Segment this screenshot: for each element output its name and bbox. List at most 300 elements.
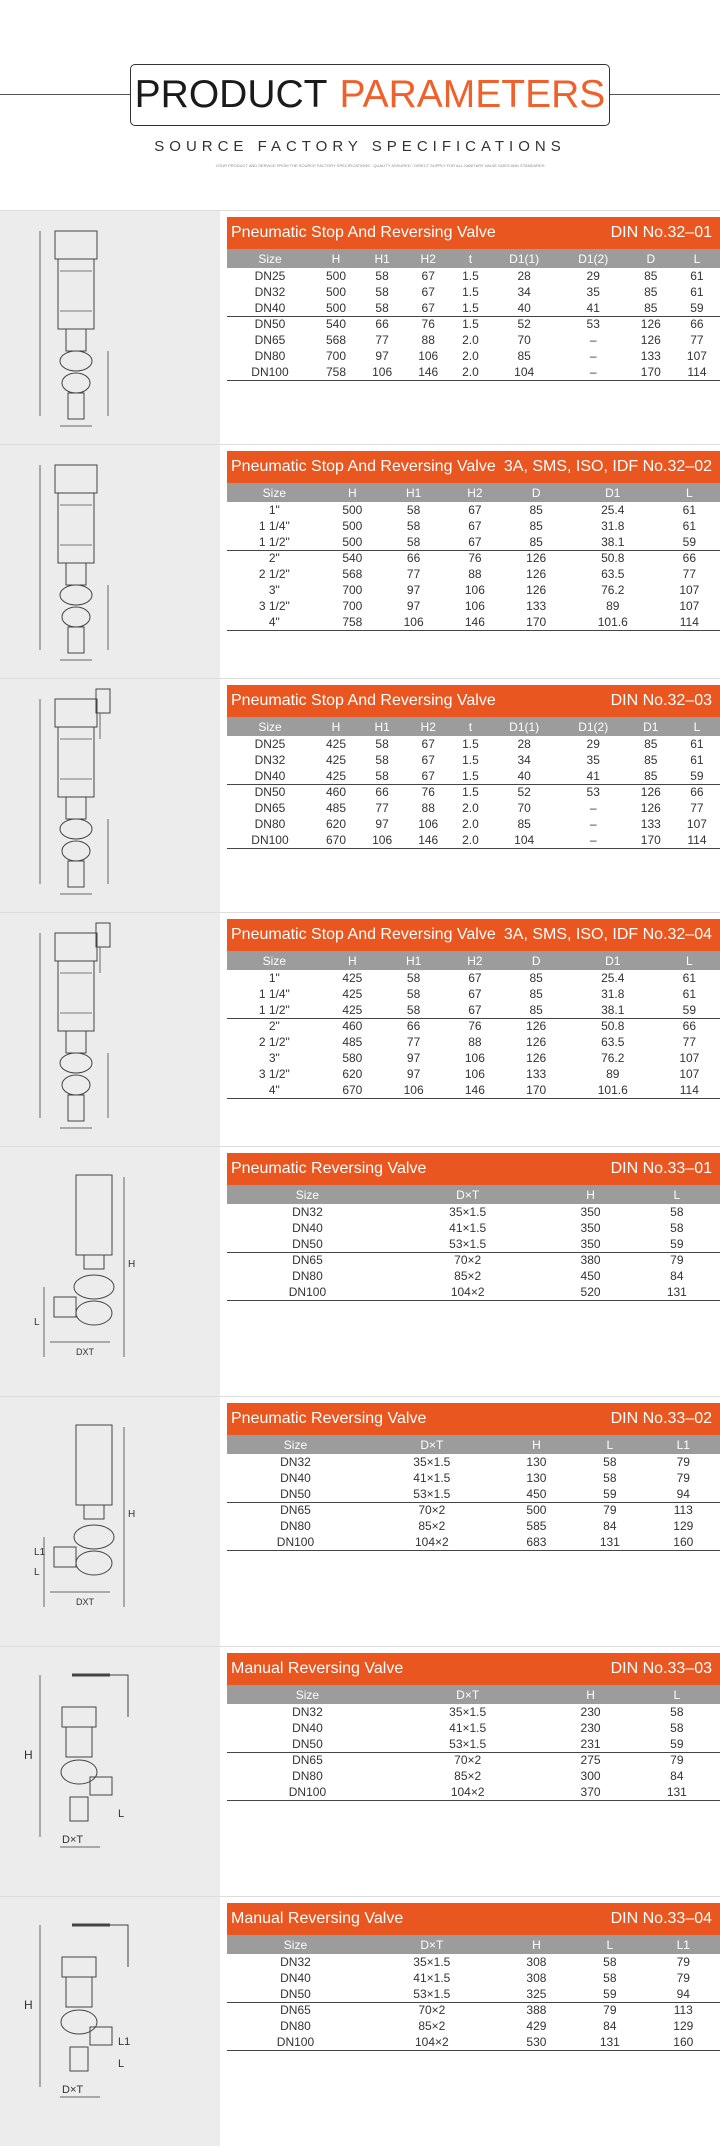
table-header-row bbox=[227, 483, 720, 502]
table-cell: 4" bbox=[227, 1082, 322, 1098]
table-cell: 113 bbox=[647, 2002, 720, 2018]
table-row bbox=[227, 598, 720, 614]
table-cell: 67 bbox=[421, 300, 435, 315]
table-cell: 126 bbox=[506, 1018, 567, 1034]
spec-section bbox=[0, 210, 720, 444]
table-cell: 308 bbox=[526, 1971, 547, 1985]
table-cell: 58 bbox=[670, 1221, 684, 1235]
section-title-bar bbox=[227, 1153, 720, 1185]
column-header: H1 bbox=[383, 951, 444, 970]
table-cell: 2.0 bbox=[462, 801, 479, 815]
column-header: D1(2) bbox=[559, 717, 628, 736]
table-cell: 59 bbox=[670, 1736, 684, 1751]
table-cell: 131 bbox=[634, 1284, 720, 1300]
table-cell: 41 bbox=[586, 300, 600, 315]
table-cell: 500 bbox=[342, 534, 363, 549]
section-name: Manual Reversing Valve bbox=[231, 1910, 404, 1927]
table-cell: 500 bbox=[342, 503, 363, 517]
spec-section bbox=[0, 912, 720, 1146]
table-cell: 76.2 bbox=[601, 583, 625, 597]
table-cell: DN65 bbox=[227, 1752, 388, 1768]
column-header: D1 bbox=[628, 717, 674, 736]
column-header: H bbox=[547, 1685, 633, 1704]
table-cell: 370 bbox=[547, 1784, 633, 1800]
column-header: H bbox=[500, 1935, 573, 1954]
table-cell: 76 bbox=[405, 316, 451, 332]
table-cell: 325 bbox=[526, 1986, 547, 2001]
table-cell: 114 bbox=[674, 832, 720, 848]
table-cell: 380 bbox=[547, 1252, 633, 1268]
header-rule-left bbox=[0, 94, 130, 95]
table-cell: 106 bbox=[464, 599, 485, 613]
table-cell: 1.5 bbox=[462, 753, 479, 767]
section-name: Pneumatic Stop And Reversing Valve bbox=[231, 926, 496, 943]
valve-drawing-panel bbox=[0, 211, 220, 444]
column-header: L bbox=[674, 717, 720, 736]
table-cell: 2 1/2" bbox=[258, 1035, 290, 1049]
table-cell: DN40 bbox=[280, 1971, 311, 1985]
table-cell: 85×2 bbox=[454, 1269, 482, 1283]
table-cell: 94 bbox=[676, 1486, 690, 1501]
column-header: Size bbox=[227, 1185, 388, 1204]
table-cell: 350 bbox=[580, 1221, 601, 1235]
table-cell: 126 bbox=[628, 316, 674, 332]
table-cell: 107 bbox=[686, 817, 707, 831]
table-cell: 79 bbox=[676, 1471, 690, 1485]
table-cell: 79 bbox=[676, 1971, 690, 1985]
table-cell: 2.0 bbox=[462, 349, 479, 363]
table-header-row bbox=[227, 951, 720, 970]
table-row bbox=[227, 550, 720, 566]
table-cell: 58 bbox=[375, 285, 389, 299]
table-cell: DN32 bbox=[254, 285, 286, 299]
table-cell: 58 bbox=[406, 987, 421, 1001]
table-cell: 230 bbox=[580, 1705, 601, 1719]
table-row bbox=[227, 1050, 720, 1066]
section-name: Pneumatic Stop And Reversing Valve bbox=[231, 692, 496, 709]
column-header: H bbox=[547, 1185, 633, 1204]
table-cell: 114 bbox=[659, 614, 720, 630]
table-row bbox=[227, 1268, 720, 1284]
table-cell: DN65 bbox=[254, 333, 286, 347]
table-cell: 40 bbox=[517, 300, 531, 315]
table-cell: 97 bbox=[406, 1051, 421, 1065]
table-cell: 52 bbox=[490, 784, 559, 800]
table-cell: 1" bbox=[268, 503, 280, 517]
table-cell: 89 bbox=[606, 1067, 620, 1081]
table-cell: 58 bbox=[375, 768, 389, 783]
table-cell: – bbox=[589, 817, 597, 831]
table-cell: 29 bbox=[586, 269, 600, 283]
table-cell: 88 bbox=[421, 801, 435, 815]
column-header: Size bbox=[227, 1935, 364, 1954]
table-cell: 308 bbox=[526, 1955, 547, 1969]
svg-text:L: L bbox=[34, 1317, 40, 1328]
table-cell: 67 bbox=[468, 534, 482, 549]
section-title-bar bbox=[227, 1653, 720, 1685]
table-cell: 59 bbox=[603, 1486, 617, 1501]
table-cell: 67 bbox=[468, 971, 482, 985]
table-cell: 58 bbox=[406, 1002, 421, 1017]
table-cell: 88 bbox=[468, 1035, 482, 1049]
table-cell: 425 bbox=[342, 987, 363, 1001]
table-cell: DN25 bbox=[254, 269, 286, 283]
table-cell: 59 bbox=[682, 534, 697, 549]
column-header: L bbox=[634, 1685, 720, 1704]
table-cell: 66 bbox=[659, 550, 720, 566]
column-header: H2 bbox=[405, 249, 451, 268]
table-row bbox=[227, 832, 720, 848]
table-cell: DN80 bbox=[254, 349, 286, 363]
table-row bbox=[227, 1204, 720, 1220]
table-cell: 585 bbox=[526, 1519, 547, 1533]
table-row bbox=[227, 1704, 720, 1720]
table-cell: 1.5 bbox=[462, 300, 479, 315]
table-cell: 58 bbox=[603, 1955, 617, 1969]
column-header: H bbox=[313, 249, 359, 268]
table-cell: 97 bbox=[406, 583, 421, 597]
table-cell: 758 bbox=[313, 364, 359, 380]
table-cell: 3 1/2" bbox=[258, 599, 290, 613]
table-cell: 35×1.5 bbox=[413, 1955, 451, 1969]
table-cell: 107 bbox=[679, 583, 700, 597]
svg-text:DXT: DXT bbox=[76, 1347, 94, 1357]
table-cell: 568 bbox=[342, 567, 363, 581]
table-cell: DN100 bbox=[227, 2034, 364, 2050]
table-cell: 580 bbox=[342, 1051, 363, 1065]
table-cell: 2.0 bbox=[451, 364, 489, 380]
table-cell: DN32 bbox=[280, 1955, 311, 1969]
table-cell: 85 bbox=[644, 285, 658, 299]
table-cell: 59 bbox=[682, 1002, 697, 1017]
svg-text:D×T: D×T bbox=[62, 2084, 84, 2096]
table-cell: 425 bbox=[326, 753, 347, 767]
table-cell: 2" bbox=[227, 550, 322, 566]
table-cell: 85 bbox=[517, 349, 531, 363]
table-cell: 500 bbox=[342, 519, 363, 533]
table-row bbox=[227, 1768, 720, 1784]
table-cell: 106 bbox=[418, 817, 439, 831]
table-cell: 85×2 bbox=[418, 2019, 446, 2033]
table-cell: DN32 bbox=[292, 1205, 323, 1219]
table-row bbox=[227, 566, 720, 582]
table-cell: 58 bbox=[375, 269, 389, 283]
table-cell: 77 bbox=[682, 1035, 697, 1049]
table-row bbox=[227, 1518, 720, 1534]
table-cell: 2 1/2" bbox=[258, 567, 290, 581]
table-cell: 85 bbox=[517, 817, 531, 831]
table-row bbox=[227, 1236, 720, 1252]
table-cell: 104 bbox=[490, 832, 559, 848]
valve-drawing bbox=[0, 1897, 220, 2146]
table-cell: 1.5 bbox=[462, 737, 479, 751]
table-cell: 58 bbox=[603, 1471, 617, 1485]
table-cell: 97 bbox=[375, 349, 389, 363]
table-cell: DN50 bbox=[292, 1736, 323, 1751]
table-cell: 106 bbox=[383, 1082, 444, 1098]
table-cell: 126 bbox=[526, 567, 547, 581]
table-cell: 67 bbox=[468, 519, 482, 533]
table-cell: 79 bbox=[634, 1752, 720, 1768]
table-cell: 41×1.5 bbox=[413, 1471, 451, 1485]
table-cell: 2.0 bbox=[462, 333, 479, 347]
table-cell: 79 bbox=[634, 1252, 720, 1268]
table-row bbox=[227, 284, 720, 300]
table-cell: DN100 bbox=[227, 1534, 364, 1550]
table-cell: 670 bbox=[322, 1082, 383, 1098]
section-standard: 3A, SMS, ISO, IDF No.32–02 bbox=[503, 458, 712, 475]
table-cell: 58 bbox=[375, 753, 389, 767]
table-cell: 38.1 bbox=[601, 534, 625, 549]
table-cell: 85 bbox=[529, 534, 543, 549]
table-cell: DN50 bbox=[227, 316, 313, 332]
spec-table bbox=[227, 1935, 720, 2051]
spec-table bbox=[227, 717, 720, 849]
table-cell: 3" bbox=[268, 1051, 280, 1065]
table-cell: 85 bbox=[644, 737, 658, 751]
table-cell: 70×2 bbox=[364, 1502, 500, 1518]
table-cell: 160 bbox=[647, 2034, 720, 2050]
table-cell: 40 bbox=[517, 768, 531, 783]
svg-text:H: H bbox=[24, 1998, 33, 2012]
table-cell: 76.2 bbox=[601, 1051, 625, 1065]
table-cell: 388 bbox=[500, 2002, 573, 2018]
section-name: Pneumatic Reversing Valve bbox=[231, 1410, 427, 1427]
table-cell: 66 bbox=[383, 550, 444, 566]
table-cell: 1.5 bbox=[451, 316, 489, 332]
table-cell: 106 bbox=[464, 1067, 485, 1081]
table-cell: 758 bbox=[322, 614, 383, 630]
table-header-row bbox=[227, 1935, 720, 1954]
table-cell: 97 bbox=[406, 599, 421, 613]
table-cell: – bbox=[559, 832, 628, 848]
table-row bbox=[227, 534, 720, 550]
table-cell: 500 bbox=[500, 1502, 573, 1518]
table-cell: 131 bbox=[634, 1784, 720, 1800]
column-header: t bbox=[451, 717, 489, 736]
table-cell: 1 1/2" bbox=[258, 534, 290, 549]
spec-table-wrap bbox=[227, 919, 720, 1099]
table-cell: 133 bbox=[526, 1067, 547, 1081]
valve-drawing-panel bbox=[0, 913, 220, 1146]
table-cell: 520 bbox=[547, 1284, 633, 1300]
table-cell: – bbox=[559, 364, 628, 380]
column-header: H2 bbox=[444, 951, 505, 970]
table-cell: 66 bbox=[659, 1018, 720, 1034]
table-cell: DN65 bbox=[254, 801, 286, 815]
table-cell: 58 bbox=[603, 1455, 617, 1469]
table-cell: DN50 bbox=[280, 1486, 311, 1501]
table-header-row bbox=[227, 1435, 720, 1454]
table-cell: 77 bbox=[375, 333, 389, 347]
column-header: H bbox=[313, 717, 359, 736]
table-cell: 126 bbox=[640, 333, 661, 347]
column-header: Size bbox=[227, 1435, 364, 1454]
table-cell: 350 bbox=[580, 1236, 601, 1251]
table-cell: 67 bbox=[421, 753, 435, 767]
table-cell: 101.6 bbox=[567, 614, 659, 630]
table-row bbox=[227, 768, 720, 784]
table-cell: 133 bbox=[526, 599, 547, 613]
section-standard: DIN No.32–03 bbox=[610, 692, 712, 709]
table-cell: 106 bbox=[359, 832, 405, 848]
table-cell: 70×2 bbox=[388, 1752, 548, 1768]
table-cell: 106 bbox=[464, 583, 485, 597]
table-cell: 67 bbox=[468, 1002, 482, 1017]
table-cell: 61 bbox=[690, 753, 704, 767]
table-row bbox=[227, 1486, 720, 1502]
table-row bbox=[227, 784, 720, 800]
table-cell: 107 bbox=[686, 349, 707, 363]
table-cell: 97 bbox=[406, 1067, 421, 1081]
spec-table bbox=[227, 951, 720, 1099]
table-cell: 1.5 bbox=[451, 784, 489, 800]
table-cell: 58 bbox=[375, 737, 389, 751]
table-row bbox=[227, 268, 720, 284]
valve-drawing-panel bbox=[0, 1897, 220, 2146]
table-cell: 700 bbox=[342, 583, 363, 597]
table-cell: 700 bbox=[342, 599, 363, 613]
table-cell: 88 bbox=[421, 333, 435, 347]
column-header: H1 bbox=[359, 249, 405, 268]
table-cell: 35 bbox=[586, 753, 600, 767]
table-cell: 106 bbox=[464, 1051, 485, 1065]
valve-drawing-panel bbox=[0, 445, 220, 678]
table-cell: 53×1.5 bbox=[449, 1236, 487, 1251]
table-row bbox=[227, 332, 720, 348]
table-cell: DN65 bbox=[227, 1502, 364, 1518]
table-cell: – bbox=[589, 333, 597, 347]
table-cell: 67 bbox=[421, 269, 435, 283]
table-cell: 126 bbox=[640, 801, 661, 815]
column-header: Size bbox=[227, 483, 322, 502]
table-row bbox=[227, 364, 720, 380]
column-header: H bbox=[500, 1435, 573, 1454]
svg-text:L: L bbox=[118, 1808, 125, 1820]
table-cell: 670 bbox=[313, 832, 359, 848]
column-header: D×T bbox=[388, 1685, 548, 1704]
table-cell: 85 bbox=[529, 1002, 543, 1017]
table-cell: 485 bbox=[326, 801, 347, 815]
spec-section bbox=[0, 1396, 720, 1646]
table-cell: 53×1.5 bbox=[413, 1986, 451, 2001]
table-cell: 31.8 bbox=[601, 519, 625, 533]
table-cell: DN100 bbox=[227, 832, 313, 848]
table-cell: DN50 bbox=[292, 1236, 323, 1251]
column-header: D×T bbox=[388, 1185, 548, 1204]
spec-table bbox=[227, 249, 720, 381]
table-row bbox=[227, 1454, 720, 1470]
table-cell: 58 bbox=[406, 534, 421, 549]
table-cell: 425 bbox=[342, 971, 363, 985]
table-cell: 61 bbox=[682, 971, 697, 985]
spec-table-wrap bbox=[227, 1153, 720, 1301]
table-row bbox=[227, 316, 720, 332]
title-accent: PARAMETERS bbox=[339, 73, 606, 116]
table-cell: 25.4 bbox=[601, 971, 625, 985]
table-cell: 58 bbox=[406, 971, 421, 985]
spec-section bbox=[0, 678, 720, 912]
table-row bbox=[227, 1470, 720, 1486]
table-cell: 70×2 bbox=[364, 2002, 500, 2018]
table-header-row bbox=[227, 1185, 720, 1204]
section-standard: DIN No.33–04 bbox=[610, 1910, 712, 1927]
table-cell: 76 bbox=[444, 550, 505, 566]
section-standard: DIN No.32–01 bbox=[610, 224, 712, 241]
table-cell: 460 bbox=[313, 784, 359, 800]
table-cell: 275 bbox=[547, 1752, 633, 1768]
table-cell: 41×1.5 bbox=[449, 1721, 487, 1735]
table-cell: 126 bbox=[628, 784, 674, 800]
table-cell: 133 bbox=[640, 349, 661, 363]
table-cell: 131 bbox=[573, 2034, 646, 2050]
table-cell: 77 bbox=[690, 801, 704, 815]
table-cell: 170 bbox=[506, 614, 567, 630]
table-cell: 52 bbox=[490, 316, 559, 332]
table-row bbox=[227, 1534, 720, 1550]
table-cell: 61 bbox=[682, 503, 697, 517]
table-row bbox=[227, 1252, 720, 1268]
table-cell: 25.4 bbox=[601, 503, 625, 517]
table-row bbox=[227, 800, 720, 816]
svg-text:D×T: D×T bbox=[62, 1834, 84, 1846]
spec-table-wrap bbox=[227, 451, 720, 631]
table-row bbox=[227, 752, 720, 768]
column-header: L bbox=[659, 483, 720, 502]
table-cell: 63.5 bbox=[601, 567, 625, 581]
table-cell: 1.5 bbox=[462, 269, 479, 283]
table-cell: DN40 bbox=[254, 300, 286, 315]
table-cell: 77 bbox=[406, 567, 421, 581]
table-cell: 130 bbox=[526, 1455, 547, 1469]
table-cell: 1 1/2" bbox=[258, 1002, 290, 1017]
table-cell: 67 bbox=[421, 285, 435, 299]
section-title-bar bbox=[227, 451, 720, 483]
spec-table bbox=[227, 1185, 720, 1301]
table-cell: 450 bbox=[526, 1486, 547, 1501]
column-header: t bbox=[451, 249, 489, 268]
column-header: H bbox=[322, 483, 383, 502]
table-row bbox=[227, 2018, 720, 2034]
table-row bbox=[227, 300, 720, 316]
table-cell: 104×2 bbox=[388, 1784, 548, 1800]
table-cell: 70 bbox=[517, 333, 531, 347]
column-header: D×T bbox=[364, 1935, 500, 1954]
table-cell: 97 bbox=[375, 817, 389, 831]
table-cell: 146 bbox=[444, 1082, 505, 1098]
table-cell: 620 bbox=[342, 1067, 363, 1081]
column-header: H1 bbox=[383, 483, 444, 502]
table-cell: 500 bbox=[326, 300, 347, 315]
fine-print: YOUR PRODUCT AND SERVICE FROM THE SOURCE FACTORY SPECIFICATIONS · QUALITY ASSURED · DIRECT SUPPLY FOR ALL SANITARY VALVE SIZES AND STANDARDS bbox=[215, 163, 545, 168]
spec-section bbox=[0, 1896, 720, 2146]
title-box bbox=[130, 64, 610, 126]
table-cell: 85 bbox=[644, 768, 658, 783]
table-cell: 683 bbox=[500, 1534, 573, 1550]
column-header: L1 bbox=[647, 1435, 720, 1454]
table-row bbox=[227, 986, 720, 1002]
table-row bbox=[227, 502, 720, 518]
section-standard: DIN No.33–03 bbox=[610, 1660, 712, 1677]
table-cell: 540 bbox=[322, 550, 383, 566]
svg-text:DXT: DXT bbox=[76, 1597, 94, 1607]
table-cell: 31.8 bbox=[601, 987, 625, 1001]
table-cell: 61 bbox=[682, 519, 697, 533]
column-header: D×T bbox=[364, 1435, 500, 1454]
column-header: L bbox=[674, 249, 720, 268]
table-cell: 35×1.5 bbox=[413, 1455, 451, 1469]
table-cell: 114 bbox=[674, 364, 720, 380]
